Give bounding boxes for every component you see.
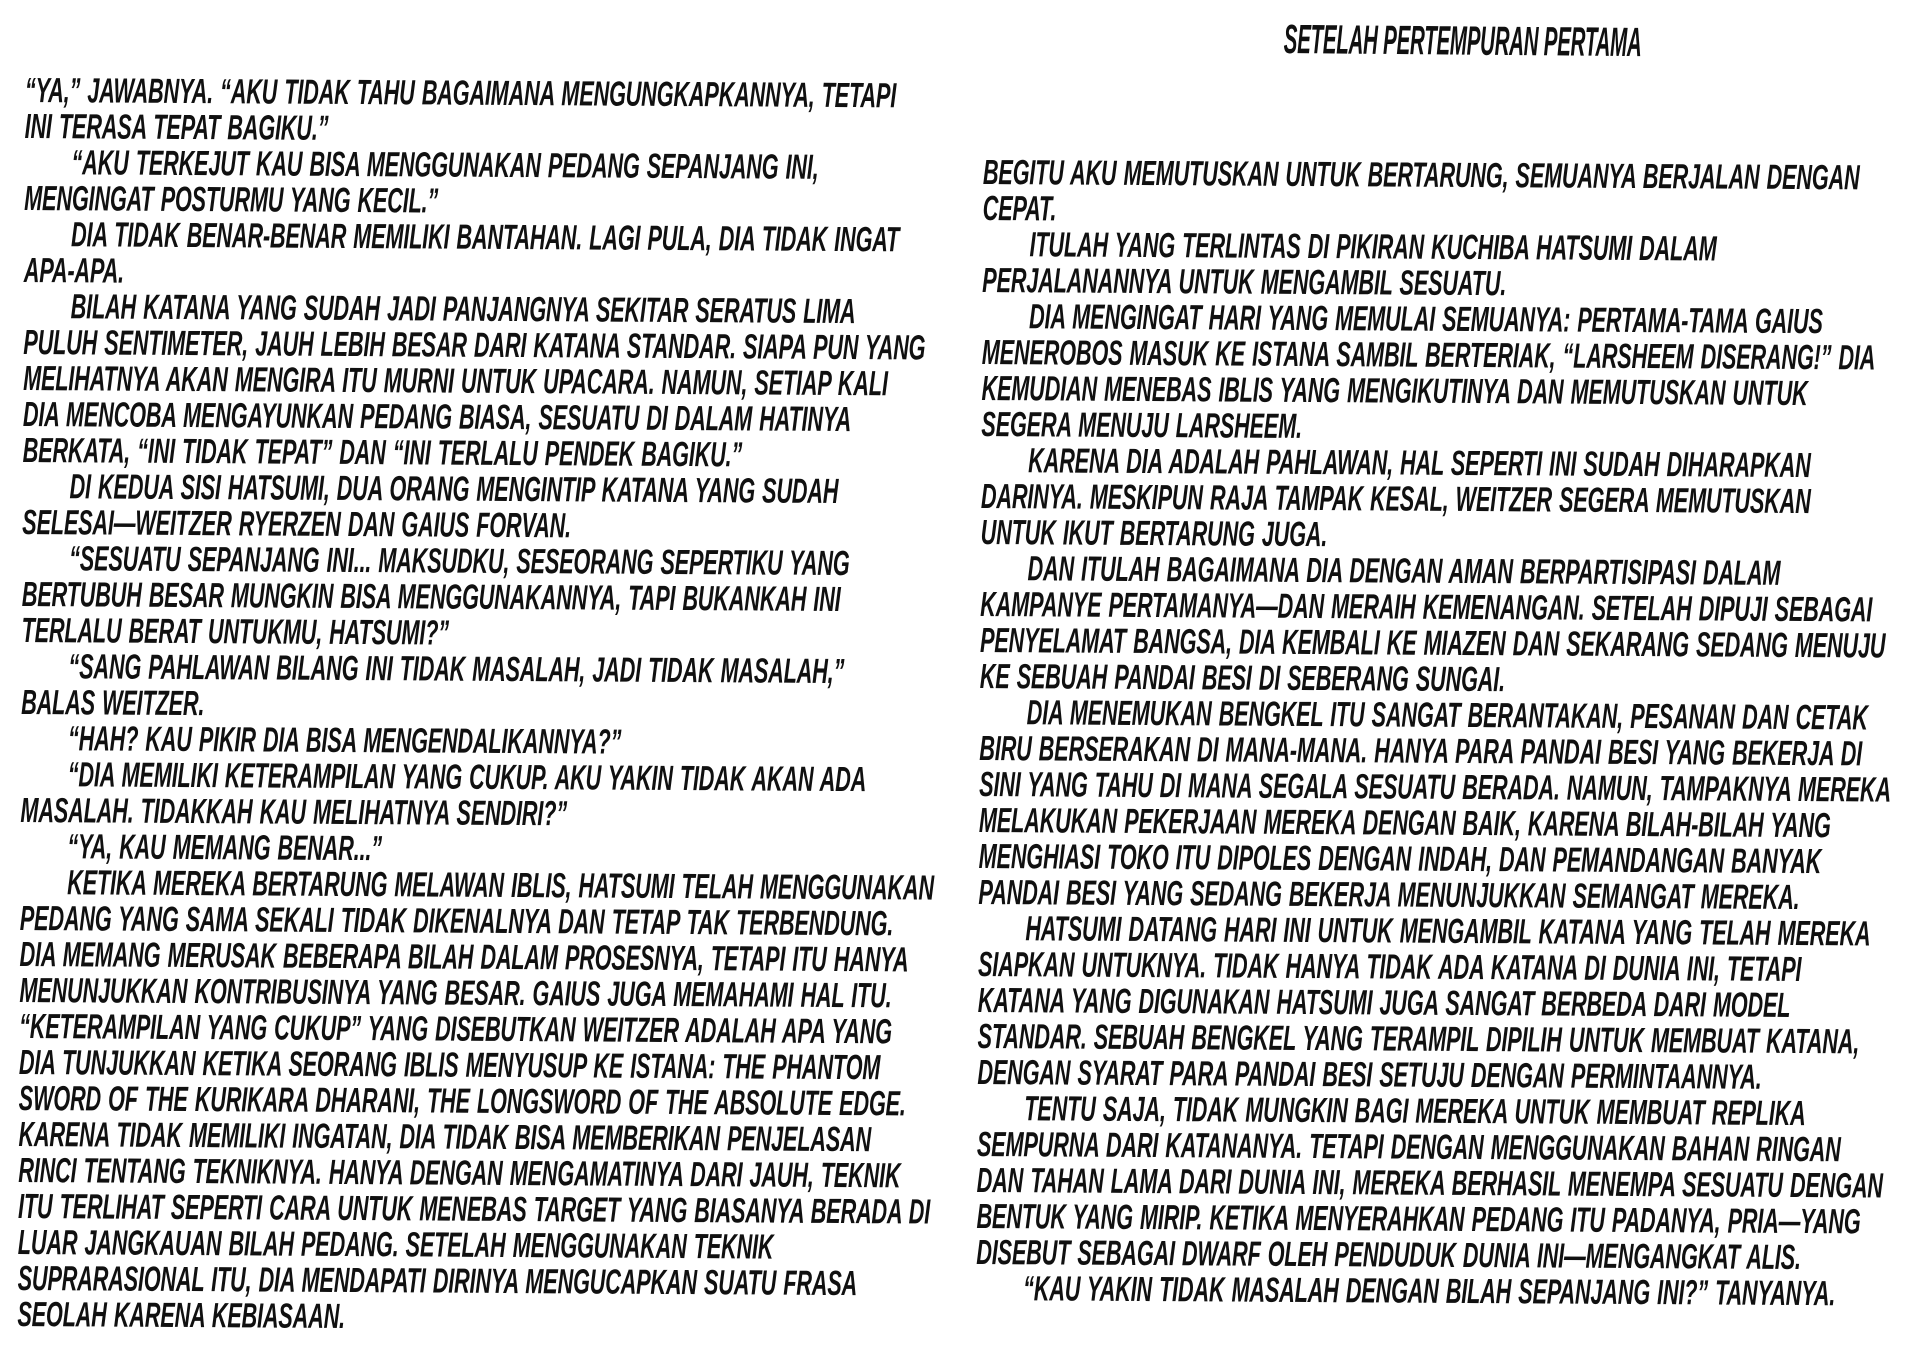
text-line: BIRU BERSERAKAN DI MANA-MANA. HANYA PARA PANDAI BESI YANG BEKERJA DI	[979, 728, 1863, 774]
text-line: “DIA MEMILIKI KETERAMPILAN YANG CUKUP. AKU YAKIN TIDAK AKAN ADA	[67, 755, 867, 800]
text-line: KARENA TIDAK MEMILIKI INGATAN, DIA TIDAK BISA MEMBERIKAN PENJELASAN	[18, 1114, 872, 1160]
text-line: DAN TAHAN LAMA DARI DUNIA INI, MEREKA BERHASIL MENEMPA SESUATU DENGAN	[976, 1160, 1883, 1206]
text-line: BENTUK YANG MIRIP. KETIKA MENYERAHKAN PEDANG ITU PADANYA, PRIA—YANG	[976, 1196, 1861, 1242]
text-line: SINI YANG TAHU DI MANA SEGALA SESUATU BERADA. NAMUN, TAMPAKNYA MEREKA	[979, 764, 1892, 810]
text-line: KARENA DIA ADALAH PAHLAWAN, HAL SEPERTI INI SUDAH DIHARAPKAN	[1028, 441, 1811, 486]
text-line: KE SEBUAH PANDAI BESI DI SEBERANG SUNGAI.	[979, 656, 1506, 700]
text-line: “YA,” JAWABNYA. “AKU TIDAK TAHU BAGAIMANA MENGUNGKAPKANNYA, TETAPI	[24, 71, 897, 116]
text-line: KETIKA MEREKA BERTARUNG MELAWAN IBLIS, HATSUMI TELAH MENGGUNAKAN	[67, 863, 935, 908]
chapter-title: SETELAH PERTEMPURAN PERTAMA	[1283, 16, 1642, 66]
text-line: SUPRARASIONAL ITU, DIA MENDAPATI DIRINYA MENGUCAPKAN SUATU FRASA	[17, 1258, 858, 1304]
text-line: DIA MENEMUKAN BENGKEL ITU SANGAT BERANTAKAN, PESANAN DAN CETAK	[1026, 693, 1868, 738]
text-line: PEDANG YANG SAMA SEKALI TIDAK DIKENALNYA DAN TETAP TAK TERBENDUNG.	[19, 898, 894, 944]
text-line: DIA TIDAK BENAR-BENAR MEMILIKI BANTAHAN. LAGI PULA, DIA TIDAK INGAT	[71, 215, 900, 260]
text-line: APA-APA.	[23, 250, 125, 291]
text-line: LUAR JANGKAUAN BILAH PEDANG. SETELAH MENGGUNAKAN TEKNIK	[17, 1222, 774, 1267]
text-line: DISEBUT SEBAGAI DWARF OLEH PENDUDUK DUNIA INI—MENGANGKAT ALIS.	[976, 1232, 1801, 1278]
text-line: MELIHATNYA AKAN MENGIRA ITU MURNI UNTUK UPACARA. NAMUN, SETIAP KALI	[23, 358, 888, 404]
text-line: TERLALU BERAT UNTUKMU, HATSUMI?”	[21, 610, 450, 653]
text-line: DAN ITULAH BAGAIMANA DIA DENGAN AMAN BERPARTISIPASI DALAM	[1027, 549, 1781, 593]
text-line: DIA TUNJUKKAN KETIKA SEORANG IBLIS MENYUSUP KE ISTANA: THE PHANTOM	[18, 1042, 881, 1088]
text-line: PANDAI BESI YANG SEDANG BEKERJA MENUNJUKKAN SEMANGAT MEREKA.	[978, 872, 1800, 918]
text-line: HATSUMI DATANG HARI INI UNTUK MENGAMBIL KATANA YANG TELAH MEREKA	[1025, 909, 1871, 954]
text-line: PULUH SENTIMETER, JAUH LEBIH BESAR DARI KATANA STANDAR. SIAPA PUN YANG	[23, 322, 926, 368]
left-text-column	[17, 73, 979, 1339]
text-line: BALAS WEITZER.	[21, 682, 205, 724]
text-line: SIAPKAN UNTUKNYA. TIDAK HANYA TIDAK ADA KATANA DI DUNIA INI, TETAPI	[977, 944, 1802, 990]
text-line: DARINYA. MESKIPUN RAJA TAMPAK KESAL, WEITZER SEGERA MEMUTUSKAN	[980, 476, 1811, 522]
text-line: MENGINGAT POSTURMU YANG KECIL.”	[24, 178, 439, 221]
text-line: DIA MENCOBA MENGAYUNKAN PEDANG BIASA, SESUATU DI DALAM HATINYA	[22, 394, 852, 440]
text-line: MENUNJUKKAN KONTRIBUSINYA YANG BESAR. GAIUS JUGA MEMAHAMI HAL ITU.	[19, 970, 892, 1016]
text-line: MENGHIASI TOKO ITU DIPOLES DENGAN INDAH, DAN PEMANDANGAN BANYAK	[978, 836, 1822, 882]
text-line: SEOLAH KARENA KEBIASAAN.	[17, 1294, 346, 1336]
text-line: KAMPANYE PERTAMANYA—DAN MERAIH KEMENANGAN. SETELAH DIPUJI SEBAGAI	[980, 584, 1873, 630]
text-line: DENGAN SYARAT PARA PANDAI BESI SETUJU DENGAN PERMINTAANNYA.	[977, 1052, 1762, 1097]
text-line: DI KEDUA SISI HATSUMI, DUA ORANG MENGINTIP KATANA YANG SUDAH	[69, 467, 839, 511]
text-line: “SESUATU SEPANJANG INI... MAKSUDKU, SESEORANG SEPERTIKU YANG	[69, 539, 850, 584]
text-line: SWORD OF THE KURIKARA DHARANI, THE LONGSWORD OF THE ABSOLUTE EDGE.	[18, 1078, 906, 1124]
text-line: ITULAH YANG TERLINTAS DI PIKIRAN KUCHIBA HATSUMI DALAM	[1029, 225, 1717, 269]
text-line: SELESAI—WEITZER RYERZEN DAN GAIUS FORVAN.	[22, 502, 572, 546]
text-line: “AKU TERKEJUT KAU BISA MENGGUNAKAN PEDANG SEPANJANG INI,	[71, 143, 819, 187]
text-line: “YA, KAU MEMANG BENAR...”	[67, 827, 383, 869]
text-line: “HAH? KAU PIKIR DIA BISA MENGENDALIKANNYA?”	[67, 719, 622, 762]
text-line: UNTUK IKUT BERTARUNG JUGA.	[980, 512, 1328, 555]
text-line: SEMPURNA DARI KATANANYA. TETAPI DENGAN MENGGUNAKAN BAHAN RINGAN	[976, 1124, 1841, 1170]
text-line: “KAU YAKIN TIDAK MASALAH DENGAN BILAH SEPANJANG INI?” TANYANYA.	[1023, 1269, 1836, 1314]
text-line: PERJALANANNYA UNTUK MENGAMBIL SESUATU.	[982, 260, 1507, 304]
text-line: PENYELAMAT BANGSA, DIA KEMBALI KE MIAZEN DAN SEKARANG SEDANG MENUJU	[979, 620, 1886, 666]
text-line: BILAH KATANA YANG SUDAH JADI PANJANGNYA SEKITAR SERATUS LIMA	[70, 287, 856, 332]
text-line: INI TERASA TEPAT BAGIKU.”	[24, 106, 329, 148]
text-line: RINCI TENTANG TEKNIKNYA. HANYA DENGAN MENGAMATINYA DARI JAUH, TEKNIK	[18, 1150, 901, 1196]
text-line: MELAKUKAN PEKERJAAN MEREKA DENGAN BAIK, KARENA BILAH-BILAH YANG	[978, 800, 1831, 846]
text-line: CEPAT.	[982, 188, 1057, 229]
text-line: DIA MENGINGAT HARI YANG MEMULAI SEMUANYA: PERTAMA-TAMA GAIUS	[1029, 297, 1823, 342]
text-line: TENTU SAJA, TIDAK MUNGKIN BAGI MEREKA UNTUK MEMBUAT REPLIKA	[1024, 1089, 1806, 1134]
text-line: MENEROBOS MASUK KE ISTANA SAMBIL BERTERIAK, “LARSHEEM DISERANG!” DIA	[981, 332, 1876, 378]
text-line: BERKATA, “INI TIDAK TEPAT” DAN “INI TERLALU PENDEK BAGIKU.”	[22, 430, 743, 475]
right-text-column	[976, 155, 1920, 1313]
text-line: “SANG PAHLAWAN BILANG INI TIDAK MASALAH, JADI TIDAK MASALAH,”	[68, 647, 845, 692]
text-line: “KETERAMPILAN YANG CUKUP” YANG DISEBUTKAN WEITZER ADALAH APA YANG	[19, 1006, 892, 1052]
text-line: ITU TERLIHAT SEPERTI CARA UNTUK MENEBAS TARGET YANG BIASANYA BERADA DI	[17, 1186, 931, 1232]
text-line: STANDAR. SEBUAH BENGKEL YANG TERAMPIL DIPILIH UNTUK MEMBUAT KATANA,	[977, 1016, 1860, 1062]
text-line: MASALAH. TIDAKKAH KAU MELIHATNYA SENDIRI?”	[20, 790, 568, 834]
text-line: KATANA YANG DIGUNAKAN HATSUMI JUGA SANGAT BERBEDA DARI MODEL	[977, 980, 1791, 1025]
text-line: BERTUBUH BESAR MUNGKIN BISA MENGGUNAKANNYA, TAPI BUKANKAH INI	[21, 574, 841, 619]
text-line: SEGERA MENUJU LARSHEEM.	[981, 404, 1302, 446]
text-line: KEMUDIAN MENEBAS IBLIS YANG MENGIKUTINYA DAN MEMUTUSKAN UNTUK	[981, 368, 1808, 414]
text-line: BEGITU AKU MEMUTUSKAN UNTUK BERTARUNG, SEMUANYA BERJALAN DENGAN	[982, 153, 1860, 198]
text-line: DIA MEMANG MERUSAK BEBERAPA BILAH DALAM PROSESNYA, TETAPI ITU HANYA	[19, 934, 909, 980]
